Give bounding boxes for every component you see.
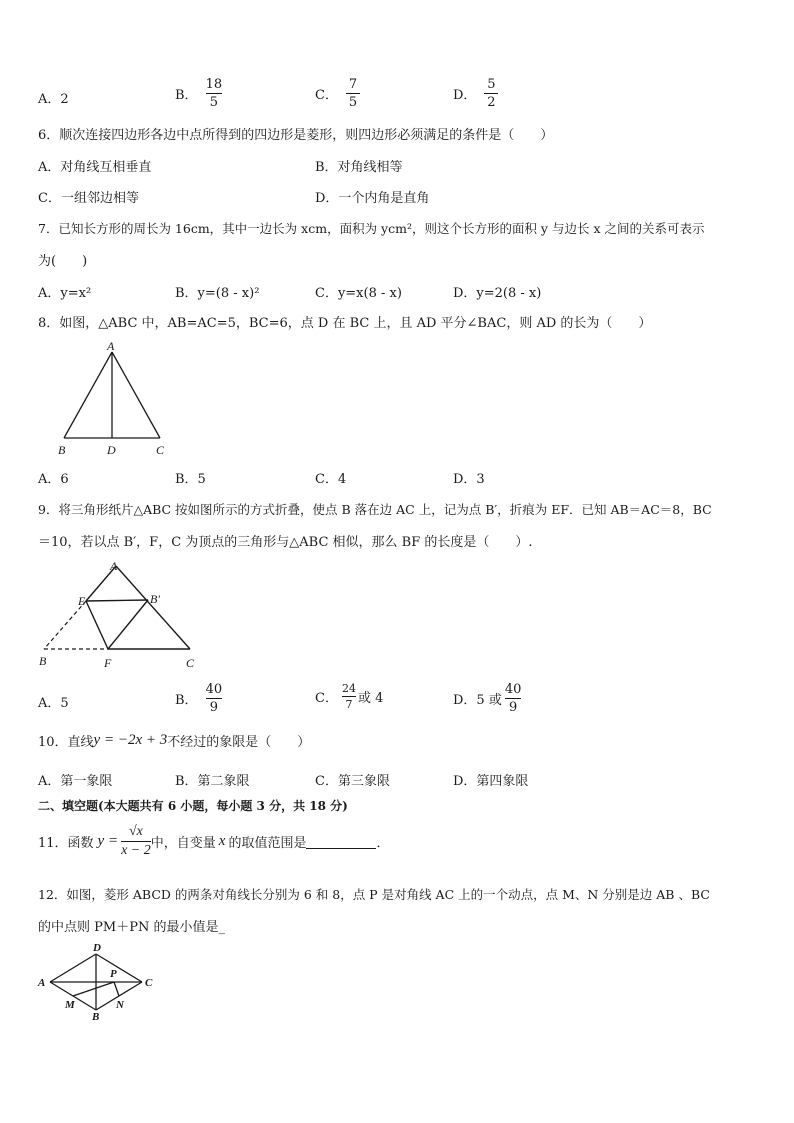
q8-option-c: C．4 [315, 472, 347, 487]
q7-option-c: C．y=x(8 - x) [315, 286, 402, 301]
q8-option-d: D．3 [453, 472, 485, 487]
q7-stem-line1: 7．已知长方形的周长为 16cm，其中一边长为 xcm，面积为 ycm²，则这个长方形的面积 y 与边长 x 之间的关系可表示 [38, 221, 705, 236]
q9-figure [36, 558, 206, 673]
q8-label-c: C [156, 443, 165, 457]
q5-option-b: B． $\frac{18}{5}$ [175, 77, 223, 110]
q7-stem-line2: 为( ) [38, 254, 88, 269]
q12-label-d: D [93, 942, 101, 954]
q6-option-d: D．一个内角是直角 [315, 191, 430, 206]
q12-stem-line2: 的中点则 PM＋PN 的最小值是_ [38, 920, 225, 935]
q9-option-d: D．5 或 $\frac{40}{9}$ [453, 682, 522, 715]
q9-stem-line1: 9．将三角形纸片△ABC 按如图所示的方式折叠，使点 B 落在边 AC 上，记为点 B′，折痕为 EF．已知 AB＝AC＝8，BC [38, 502, 712, 517]
q10-option-b: B．第二象限 [175, 774, 250, 789]
q8-option-a: A．6 [38, 472, 69, 487]
q6-option-c: C．一组邻边相等 [38, 191, 139, 206]
q9-label-b-prime: B′ [150, 592, 160, 606]
q8-stem: 8．如图，△ABC 中，AB=AC=5，BC=6，点 D 在 BC 上，且 AD 平分∠BAC，则 AD 的长为（ ） [38, 316, 652, 331]
q5-option-c: C． $\frac{7}{5}$ [315, 77, 360, 110]
q8-label-a: A [107, 339, 115, 353]
q6-option-b: B．对角线相等 [315, 160, 403, 175]
q6-option-a: A．对角线互相垂直 [38, 160, 152, 175]
fraction: $\frac{√x}{x - 2}$ [121, 824, 151, 858]
q9-label-a: A [110, 559, 118, 573]
q12-figure [34, 940, 164, 1022]
q10-option-d: D．第四象限 [453, 774, 529, 789]
q9-option-a: A．5 [38, 696, 69, 711]
q5-option-d: D． $\frac{5}{2}$ [453, 77, 498, 110]
q9-option-b: B． $\frac{40}{9}$ [175, 682, 223, 715]
q12-label-m: M [65, 999, 75, 1011]
q8-label-d: D [107, 443, 116, 457]
line-equation: y = −2x + 3 [93, 732, 168, 748]
q11-stem: 11．函数 y = $\frac{√x}{x - 2}$ 中，自变量 x 的取值范围是 ． [38, 824, 390, 858]
answer-blank[interactable] [306, 835, 376, 849]
q12-label-p: P [110, 968, 117, 980]
q9-label-b: B [39, 654, 47, 668]
section-title: 二、填空题(本大题共有 6 小题，每小题 3 分，共 18 分) [38, 799, 348, 813]
q9-label-f: F [104, 656, 112, 670]
q7-option-d: D．y=2(8 - x) [453, 286, 542, 301]
fraction: $\frac{5}{2}$ [484, 77, 498, 110]
fraction: $\frac{24}{7}$ [341, 682, 356, 711]
q10-stem: 10．直线 y = −2x + 3 不经过的象限是（ ） [38, 732, 311, 750]
q9-stem-line2: ＝10，若以点 B′，F，C 为顶点的三角形与△ABC 相似，那么 BF 的长度是（ ）. [38, 535, 533, 550]
q12-stem-line1: 12．如图，菱形 ABCD 的两条对角线长分别为 6 和 8，点 P 是对角线 AC 上的一个动点，点 M、N 分别是边 AB 、BC [38, 887, 710, 902]
q6-stem: 6．顺次连接四边形各边中点所得到的四边形是菱形，则四边形必须满足的条件是（ ） [38, 128, 554, 143]
q10-option-a: A．第一象限 [38, 774, 113, 789]
q12-label-c: C [145, 977, 153, 989]
q8-figure [50, 338, 180, 460]
fraction: $\frac{7}{5}$ [346, 77, 360, 110]
q9-option-c: C． $\frac{24}{7}$ 或 4 [315, 682, 384, 711]
fraction: $\frac{40}{9}$ [205, 682, 223, 715]
q9-label-e: E [78, 594, 86, 608]
q12-label-a: A [38, 977, 46, 989]
fraction: $\frac{18}{5}$ [205, 77, 223, 110]
q8-option-b: B．5 [175, 472, 206, 487]
q7-option-a: A．y=x² [38, 286, 92, 301]
fraction: $\frac{40}{9}$ [504, 682, 522, 715]
q10-option-c: C．第三象限 [315, 774, 390, 789]
q8-label-b: B [58, 443, 66, 457]
q12-label-b: B [92, 1011, 100, 1022]
q9-label-c: C [186, 656, 195, 670]
q5-option-a: A．2 [38, 91, 69, 107]
q12-label-n: N [116, 999, 124, 1011]
q7-option-b: B．y=(8 - x)² [175, 286, 260, 301]
